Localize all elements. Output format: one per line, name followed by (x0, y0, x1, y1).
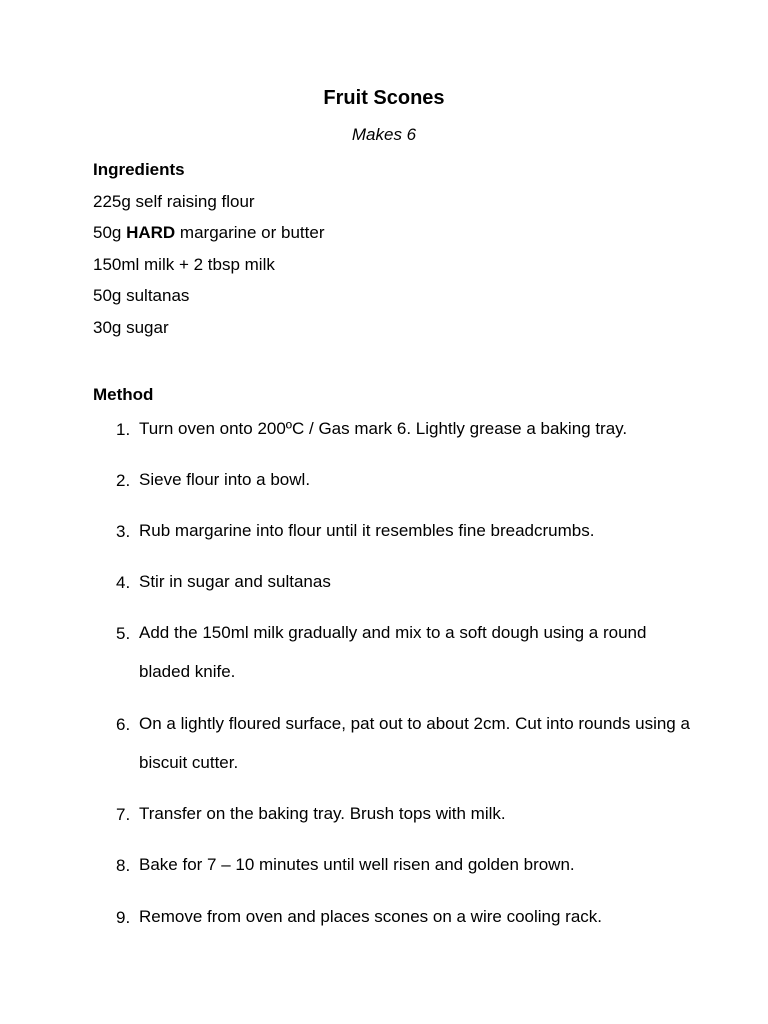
step-text: Remove from oven and places scones on a wire cooling rack. (139, 907, 603, 926)
ingredient-text: margarine or butter (175, 223, 325, 242)
ingredients-heading: Ingredients (93, 160, 185, 179)
ingredient-item: 30g sugar (93, 318, 169, 337)
step-number: 3. (116, 522, 131, 541)
step-number: 1. (116, 420, 131, 439)
ingredient-item: 50g sultanas (93, 286, 190, 305)
recipe-yield: Makes 6 (351, 125, 417, 144)
step-text: Bake for 7 – 10 minutes until well risen and golden brown. (139, 855, 575, 874)
ingredient-item (93, 223, 325, 243)
step-text: Turn oven onto 200ºC / Gas mark 6. Lightly grease a baking tray. (139, 419, 628, 438)
step-number: 5. (116, 624, 131, 643)
step-number: 9. (116, 908, 131, 927)
step-text: Sieve flour into a bowl. (139, 470, 311, 489)
step-number: 8. (116, 856, 131, 875)
step-text: Stir in sugar and sultanas (139, 572, 331, 591)
step-number: 6. (116, 715, 131, 734)
step-number: 7. (116, 805, 131, 824)
step-number: 4. (116, 573, 131, 592)
step-number: 2. (116, 471, 131, 490)
step-text: Transfer on the baking tray. Brush tops with milk. (139, 804, 506, 823)
recipe-title: Fruit Scones (323, 87, 445, 109)
method-heading: Method (93, 385, 154, 404)
ingredient-item: 150ml milk + 2 tbsp milk (93, 255, 275, 274)
ingredient-item: 225g self raising flour (93, 192, 255, 211)
step-text: On a lightly floured surface, pat out to about 2cm. Cut into rounds using a biscuit cutter. (139, 714, 690, 772)
ingredient-emphasis: HARD (126, 223, 176, 242)
ingredient-text: 50g (93, 223, 127, 242)
step-text: Add the 150ml milk gradually and mix to a soft dough using a round bladed knife. (139, 623, 647, 681)
step-text: Rub margarine into flour until it resembles fine breadcrumbs. (139, 521, 595, 540)
